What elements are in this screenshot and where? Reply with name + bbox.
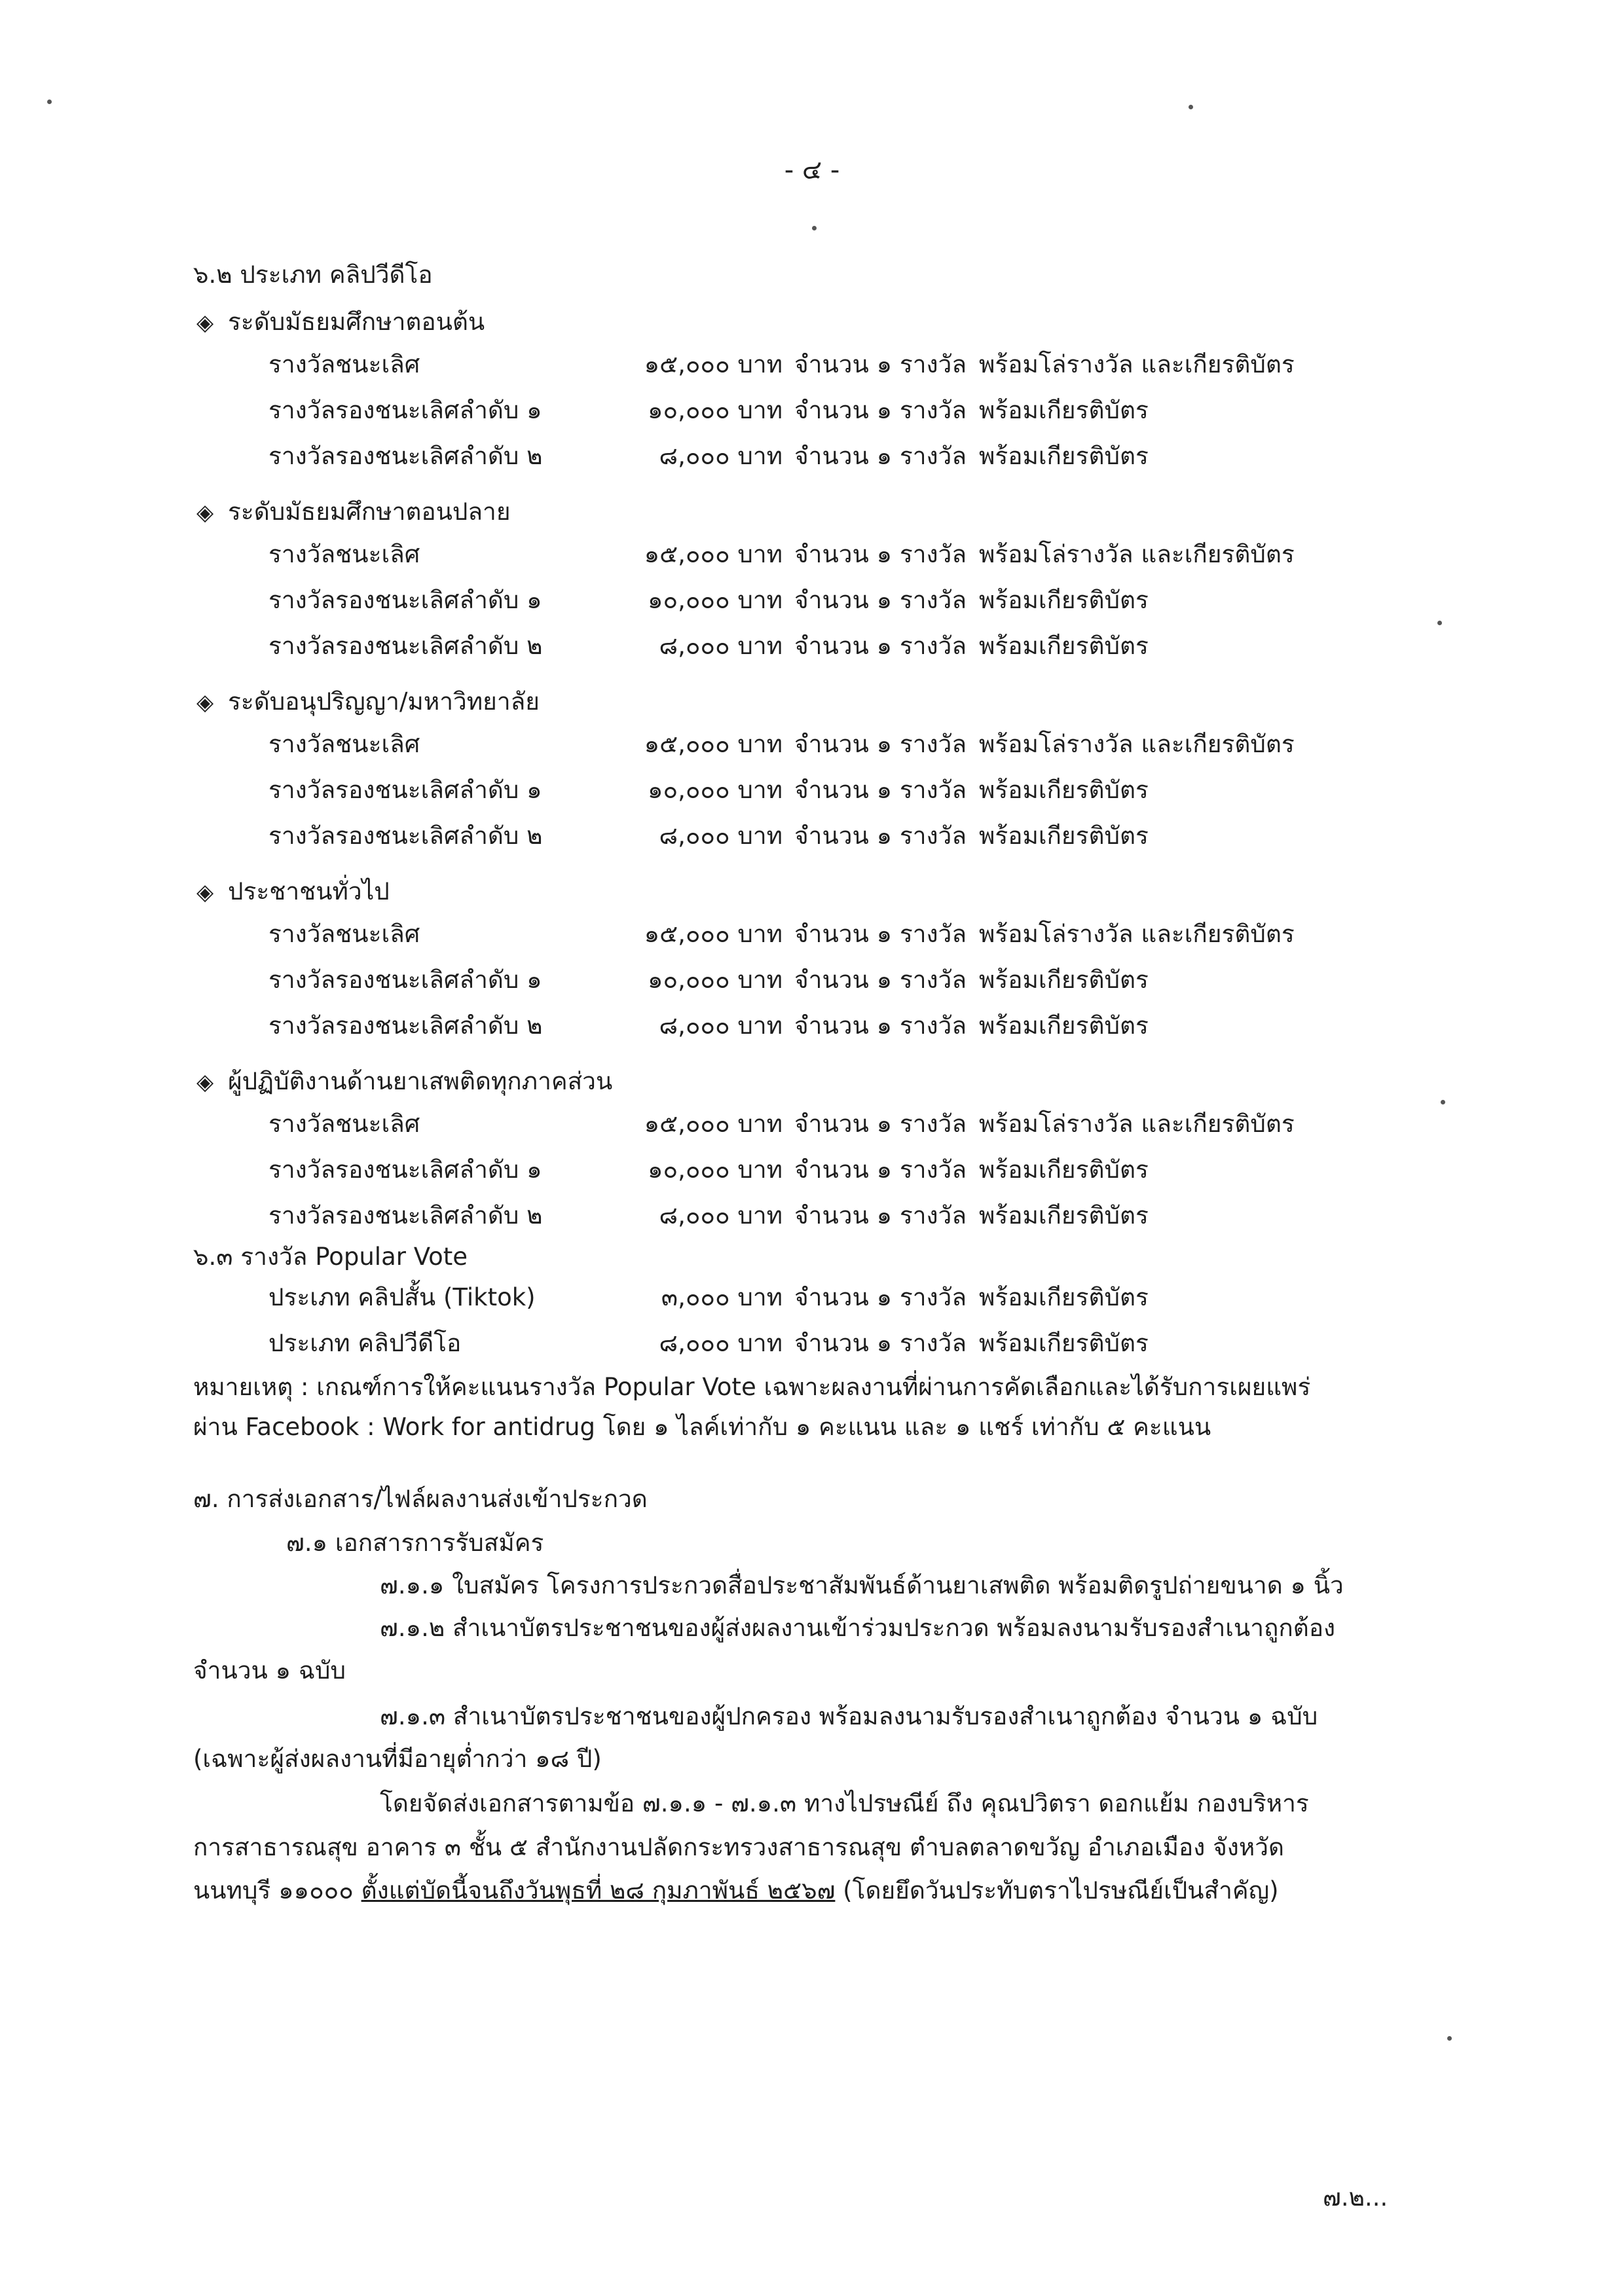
award-label: ประเภท คลิปวีดีโอ — [268, 1329, 462, 1357]
award-row — [0, 730, 1624, 760]
award-count: จำนวน ๑ รางวัล — [794, 586, 967, 614]
award-extra: พร้อมเกียรติบัตร — [979, 1283, 1149, 1311]
award-count: จำนวน ๑ รางวัล — [794, 776, 967, 804]
group-title: ประชาชนทั่วไป — [228, 877, 390, 905]
award-count: จำนวน ๑ รางวัล — [794, 920, 967, 948]
award-amount: ๑๕,๐๐๐ บาท — [644, 730, 783, 758]
award-row — [0, 776, 1624, 806]
diamond-bullet-icon: ◈ — [196, 310, 214, 336]
note-line-1: หมายเหตุ : เกณฑ์การให้คะแนนรางวัล Popular Vote เฉพาะผลงานที่ผ่านการคัดเลือกและได้รับการเผยแพร่ — [193, 1373, 1311, 1401]
award-amount: ๓,๐๐๐ บาท — [661, 1283, 783, 1311]
award-extra: พร้อมโล่รางวัล และเกียรติบัตร — [979, 540, 1295, 568]
award-label: รางวัลชนะเลิศ — [268, 920, 420, 948]
award-label: รางวัลรองชนะเลิศลำดับ ๑ — [268, 396, 542, 424]
send-line-3 — [193, 1876, 1437, 1905]
award-extra: พร้อมเกียรติบัตร — [979, 586, 1149, 614]
item-7-1-2-line-1: ๗.๑.๒ สำเนาบัตรประชาชนของผู้ส่งผลงานเข้าร่วมประกวด พร้อมลงนามรับรองสำเนาถูกต้อง — [380, 1614, 1336, 1642]
scan-speck — [812, 226, 817, 230]
award-label: รางวัลรองชนะเลิศลำดับ ๑ — [268, 1156, 542, 1184]
send-line-3-a: นนทบุรี ๑๑๐๐๐ — [193, 1876, 361, 1904]
group-heading — [196, 687, 540, 716]
award-extra: พร้อมเกียรติบัตร — [979, 396, 1149, 424]
send-line-3-b: (โดยยึดวันประทับตราไปรษณีย์เป็นสำคัญ) — [835, 1876, 1279, 1904]
award-amount: ๘,๐๐๐ บาท — [659, 1201, 783, 1230]
item-7-1-1: ๗.๑.๑ ใบสมัคร โครงการประกวดสื่อประชาสัมพันธ์ด้านยาเสพติด พร้อมติดรูปถ่ายขนาด ๑ นิ้ว — [380, 1571, 1344, 1599]
item-7-1-3-line-1: ๗.๑.๓ สำเนาบัตรประชาชนของผู้ปกครอง พร้อมลงนามรับรองสำเนาถูกต้อง จำนวน ๑ ฉบับ — [380, 1702, 1318, 1730]
award-label: รางวัลชนะเลิศ — [268, 730, 420, 758]
award-row — [0, 632, 1624, 662]
award-extra: พร้อมเกียรติบัตร — [979, 776, 1149, 804]
award-amount: ๑๕,๐๐๐ บาท — [644, 540, 783, 568]
award-label: รางวัลรองชนะเลิศลำดับ ๒ — [268, 1011, 543, 1040]
award-amount: ๑๕,๐๐๐ บาท — [644, 920, 783, 948]
award-amount: ๑๐,๐๐๐ บาท — [648, 586, 783, 614]
award-row — [0, 396, 1624, 426]
award-row — [0, 540, 1624, 570]
award-row — [0, 1201, 1624, 1231]
award-row — [0, 1156, 1624, 1186]
award-extra: พร้อมโล่รางวัล และเกียรติบัตร — [979, 920, 1295, 948]
award-count: จำนวน ๑ รางวัล — [794, 730, 967, 758]
award-label: รางวัลรองชนะเลิศลำดับ ๑ — [268, 776, 542, 804]
award-amount: ๘,๐๐๐ บาท — [659, 442, 783, 470]
award-count: จำนวน ๑ รางวัล — [794, 1156, 967, 1184]
section-7-heading: ๗. การส่งเอกสาร/ไฟล์ผลงานส่งเข้าประกวด — [193, 1485, 648, 1513]
award-count: จำนวน ๑ รางวัล — [794, 822, 967, 850]
scan-speck — [1189, 105, 1193, 109]
group-heading — [196, 1067, 612, 1096]
section-7-1-heading: ๗.๑ เอกสารการรับสมัคร — [286, 1529, 544, 1557]
diamond-bullet-icon: ◈ — [196, 500, 214, 526]
scan-speck — [47, 100, 52, 104]
diamond-bullet-icon: ◈ — [196, 879, 214, 905]
award-label: รางวัลรองชนะเลิศลำดับ ๒ — [268, 442, 543, 470]
scan-speck — [1441, 1100, 1445, 1104]
item-7-1-3-line-2: (เฉพาะผู้ส่งผลงานที่มีอายุต่ำกว่า ๑๘ ปี) — [193, 1745, 602, 1773]
award-label: รางวัลชนะเลิศ — [268, 350, 420, 378]
award-amount: ๘,๐๐๐ บาท — [659, 632, 783, 660]
award-amount: ๑๐,๐๐๐ บาท — [648, 776, 783, 804]
award-count: จำนวน ๑ รางวัล — [794, 1011, 967, 1040]
diamond-bullet-icon: ◈ — [196, 1069, 214, 1095]
award-extra: พร้อมเกียรติบัตร — [979, 966, 1149, 994]
send-line-1: โดยจัดส่งเอกสารตามข้อ ๗.๑.๑ - ๗.๑.๓ ทางไปรษณีย์ ถึง คุณปวิตรา ดอกแย้ม กองบริหาร — [380, 1789, 1309, 1817]
section-6-2-heading: ๖.๒ ประเภท คลิปวีดีโอ — [193, 261, 433, 289]
award-label: รางวัลชนะเลิศ — [268, 540, 420, 568]
award-amount: ๘,๐๐๐ บาท — [659, 822, 783, 850]
award-extra: พร้อมเกียรติบัตร — [979, 1201, 1149, 1230]
item-7-1-2-line-2: จำนวน ๑ ฉบับ — [193, 1656, 346, 1685]
award-row — [0, 442, 1624, 472]
award-amount: ๑๐,๐๐๐ บาท — [648, 396, 783, 424]
group-heading — [196, 877, 390, 906]
section-6-3-heading: ๖.๓ รางวัล Popular Vote — [193, 1243, 468, 1271]
award-row — [0, 1329, 1624, 1359]
group-heading — [196, 498, 511, 526]
award-row — [0, 1110, 1624, 1140]
award-extra: พร้อมเกียรติบัตร — [979, 632, 1149, 660]
award-count: จำนวน ๑ รางวัล — [794, 1201, 967, 1230]
award-extra: พร้อมเกียรติบัตร — [979, 1156, 1149, 1184]
award-label: รางวัลชนะเลิศ — [268, 1110, 420, 1138]
award-label: รางวัลรองชนะเลิศลำดับ ๒ — [268, 1201, 543, 1230]
award-row — [0, 920, 1624, 950]
award-row — [0, 586, 1624, 616]
award-row — [0, 822, 1624, 852]
award-extra: พร้อมเกียรติบัตร — [979, 1329, 1149, 1357]
award-extra: พร้อมเกียรติบัตร — [979, 1011, 1149, 1040]
award-amount: ๑๐,๐๐๐ บาท — [648, 1156, 783, 1184]
award-count: จำนวน ๑ รางวัล — [794, 442, 967, 470]
award-row — [0, 350, 1624, 380]
footer-next-page: ๗.๒... — [1323, 2183, 1388, 2212]
deadline-text: ตั้งแต่บัดนี้จนถึงวันพุธที่ ๒๘ กุมภาพันธ์ ๒๕๖๗ — [361, 1876, 836, 1904]
award-count: จำนวน ๑ รางวัล — [794, 1329, 967, 1357]
note-line-2: ผ่าน Facebook : Work for antidrug โดย ๑ ไลค์เท่ากับ ๑ คะแนน และ ๑ แชร์ เท่ากับ ๕ คะแนน — [193, 1413, 1211, 1441]
award-amount: ๑๕,๐๐๐ บาท — [644, 1110, 783, 1138]
group-title: ระดับอนุปริญญา/มหาวิทยาลัย — [228, 687, 540, 716]
award-count: จำนวน ๑ รางวัล — [794, 1283, 967, 1311]
award-extra: พร้อมโล่รางวัล และเกียรติบัตร — [979, 1110, 1295, 1138]
scan-speck — [1437, 621, 1442, 625]
scan-speck — [1447, 2036, 1452, 2041]
award-label: รางวัลรองชนะเลิศลำดับ ๒ — [268, 632, 543, 660]
award-row — [0, 966, 1624, 996]
award-label: รางวัลรองชนะเลิศลำดับ ๒ — [268, 822, 543, 850]
award-extra: พร้อมเกียรติบัตร — [979, 442, 1149, 470]
award-row — [0, 1011, 1624, 1042]
award-count: จำนวน ๑ รางวัล — [794, 350, 967, 378]
diamond-bullet-icon: ◈ — [196, 689, 214, 716]
award-amount: ๑๕,๐๐๐ บาท — [644, 350, 783, 378]
group-title: ระดับมัธยมศึกษาตอนปลาย — [228, 498, 511, 526]
award-count: จำนวน ๑ รางวัล — [794, 966, 967, 994]
group-title: ระดับมัธยมศึกษาตอนต้น — [228, 308, 485, 336]
award-count: จำนวน ๑ รางวัล — [794, 632, 967, 660]
award-count: จำนวน ๑ รางวัล — [794, 540, 967, 568]
page-number: - ๔ - — [784, 155, 840, 185]
group-heading — [196, 308, 485, 337]
award-row — [0, 1283, 1624, 1313]
award-count: จำนวน ๑ รางวัล — [794, 396, 967, 424]
award-amount: ๘,๐๐๐ บาท — [659, 1329, 783, 1357]
award-extra: พร้อมโล่รางวัล และเกียรติบัตร — [979, 350, 1295, 378]
group-title: ผู้ปฏิบัติงานด้านยาเสพติดทุกภาคส่วน — [228, 1067, 613, 1095]
award-label: รางวัลรองชนะเลิศลำดับ ๑ — [268, 966, 542, 994]
award-extra: พร้อมโล่รางวัล และเกียรติบัตร — [979, 730, 1295, 758]
send-line-2: การสาธารณสุข อาคาร ๓ ชั้น ๕ สำนักงานปลัดกระทรวงสาธารณสุข ตำบลตลาดขวัญ อำเภอเมือง จังหวัด — [193, 1833, 1285, 1861]
award-amount: ๑๐,๐๐๐ บาท — [648, 966, 783, 994]
award-extra: พร้อมเกียรติบัตร — [979, 822, 1149, 850]
award-label: รางวัลรองชนะเลิศลำดับ ๑ — [268, 586, 542, 614]
award-count: จำนวน ๑ รางวัล — [794, 1110, 967, 1138]
award-amount: ๘,๐๐๐ บาท — [659, 1011, 783, 1040]
award-label: ประเภท คลิปสั้น (Tiktok) — [268, 1283, 536, 1311]
